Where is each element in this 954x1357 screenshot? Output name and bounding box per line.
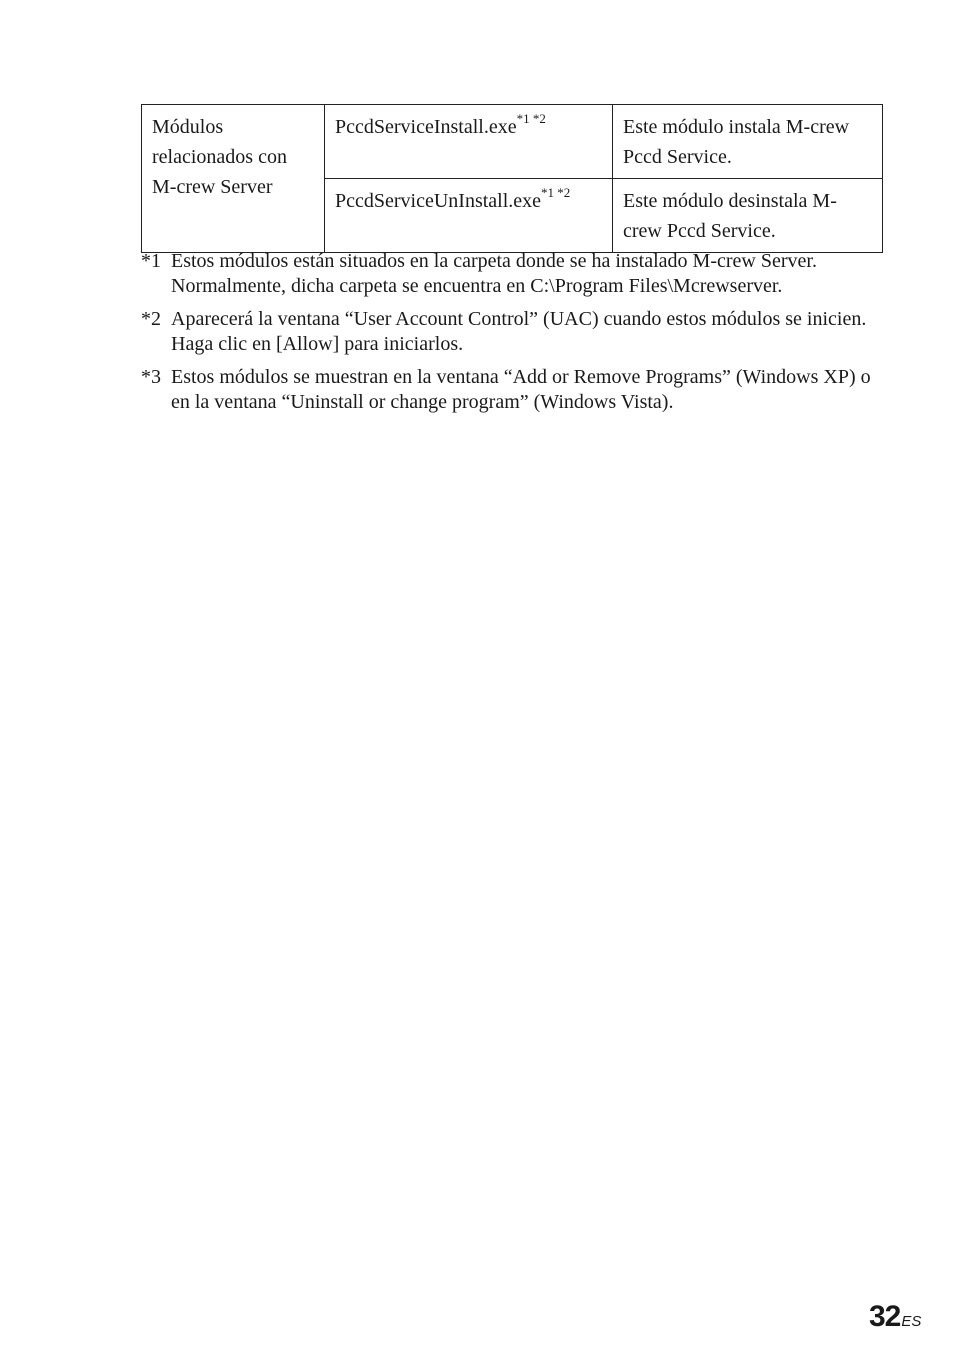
table-row (142, 105, 883, 179)
modules-table (141, 104, 883, 253)
footnote-text: Estos módulos están situados en la carpeta donde se ha instalado M-crew Server. Normalmente, dicha carpeta se encuentra en C:\Program Files\Mcrewserver. (171, 250, 817, 297)
footnote-mark: *3 (141, 366, 161, 388)
footnote-ref: *1 *2 (516, 111, 546, 127)
module-file-name: PccdServiceInstall.exe (335, 116, 517, 138)
footnote-text: Estos módulos se muestran en la ventana “Add or Remove Programs” (Windows XP) o en la ventana “Uninstall or change program” (Windows Vista). (171, 366, 871, 413)
footnote-text: Aparecerá la ventana “User Account Control” (UAC) cuando estos módulos se inicien. Haga clic en [Allow] para iniciarlos. (171, 308, 867, 355)
footnote-mark: *1 (141, 250, 161, 272)
module-file-uninstall (325, 179, 613, 253)
footnotes (141, 249, 881, 423)
footnote-mark: *2 (141, 308, 161, 330)
module-file-name: PccdServiceUnInstall.exe (335, 190, 542, 212)
module-file-install (325, 105, 613, 179)
footnote-item (141, 249, 881, 299)
footnote-item (141, 365, 881, 415)
module-group-label: Módulos relacionados con M-crew Server (142, 105, 325, 253)
module-description-uninstall: Este módulo desinstala M-crew Pccd Service. (613, 179, 883, 253)
module-description-install: Este módulo instala M-crew Pccd Service. (613, 105, 883, 179)
footnote-ref: *1 *2 (541, 185, 571, 201)
page-language-code: ES (901, 1313, 922, 1330)
page-number-value: 32 (869, 1300, 901, 1333)
footnote-item (141, 307, 881, 357)
page-number (869, 1300, 921, 1334)
